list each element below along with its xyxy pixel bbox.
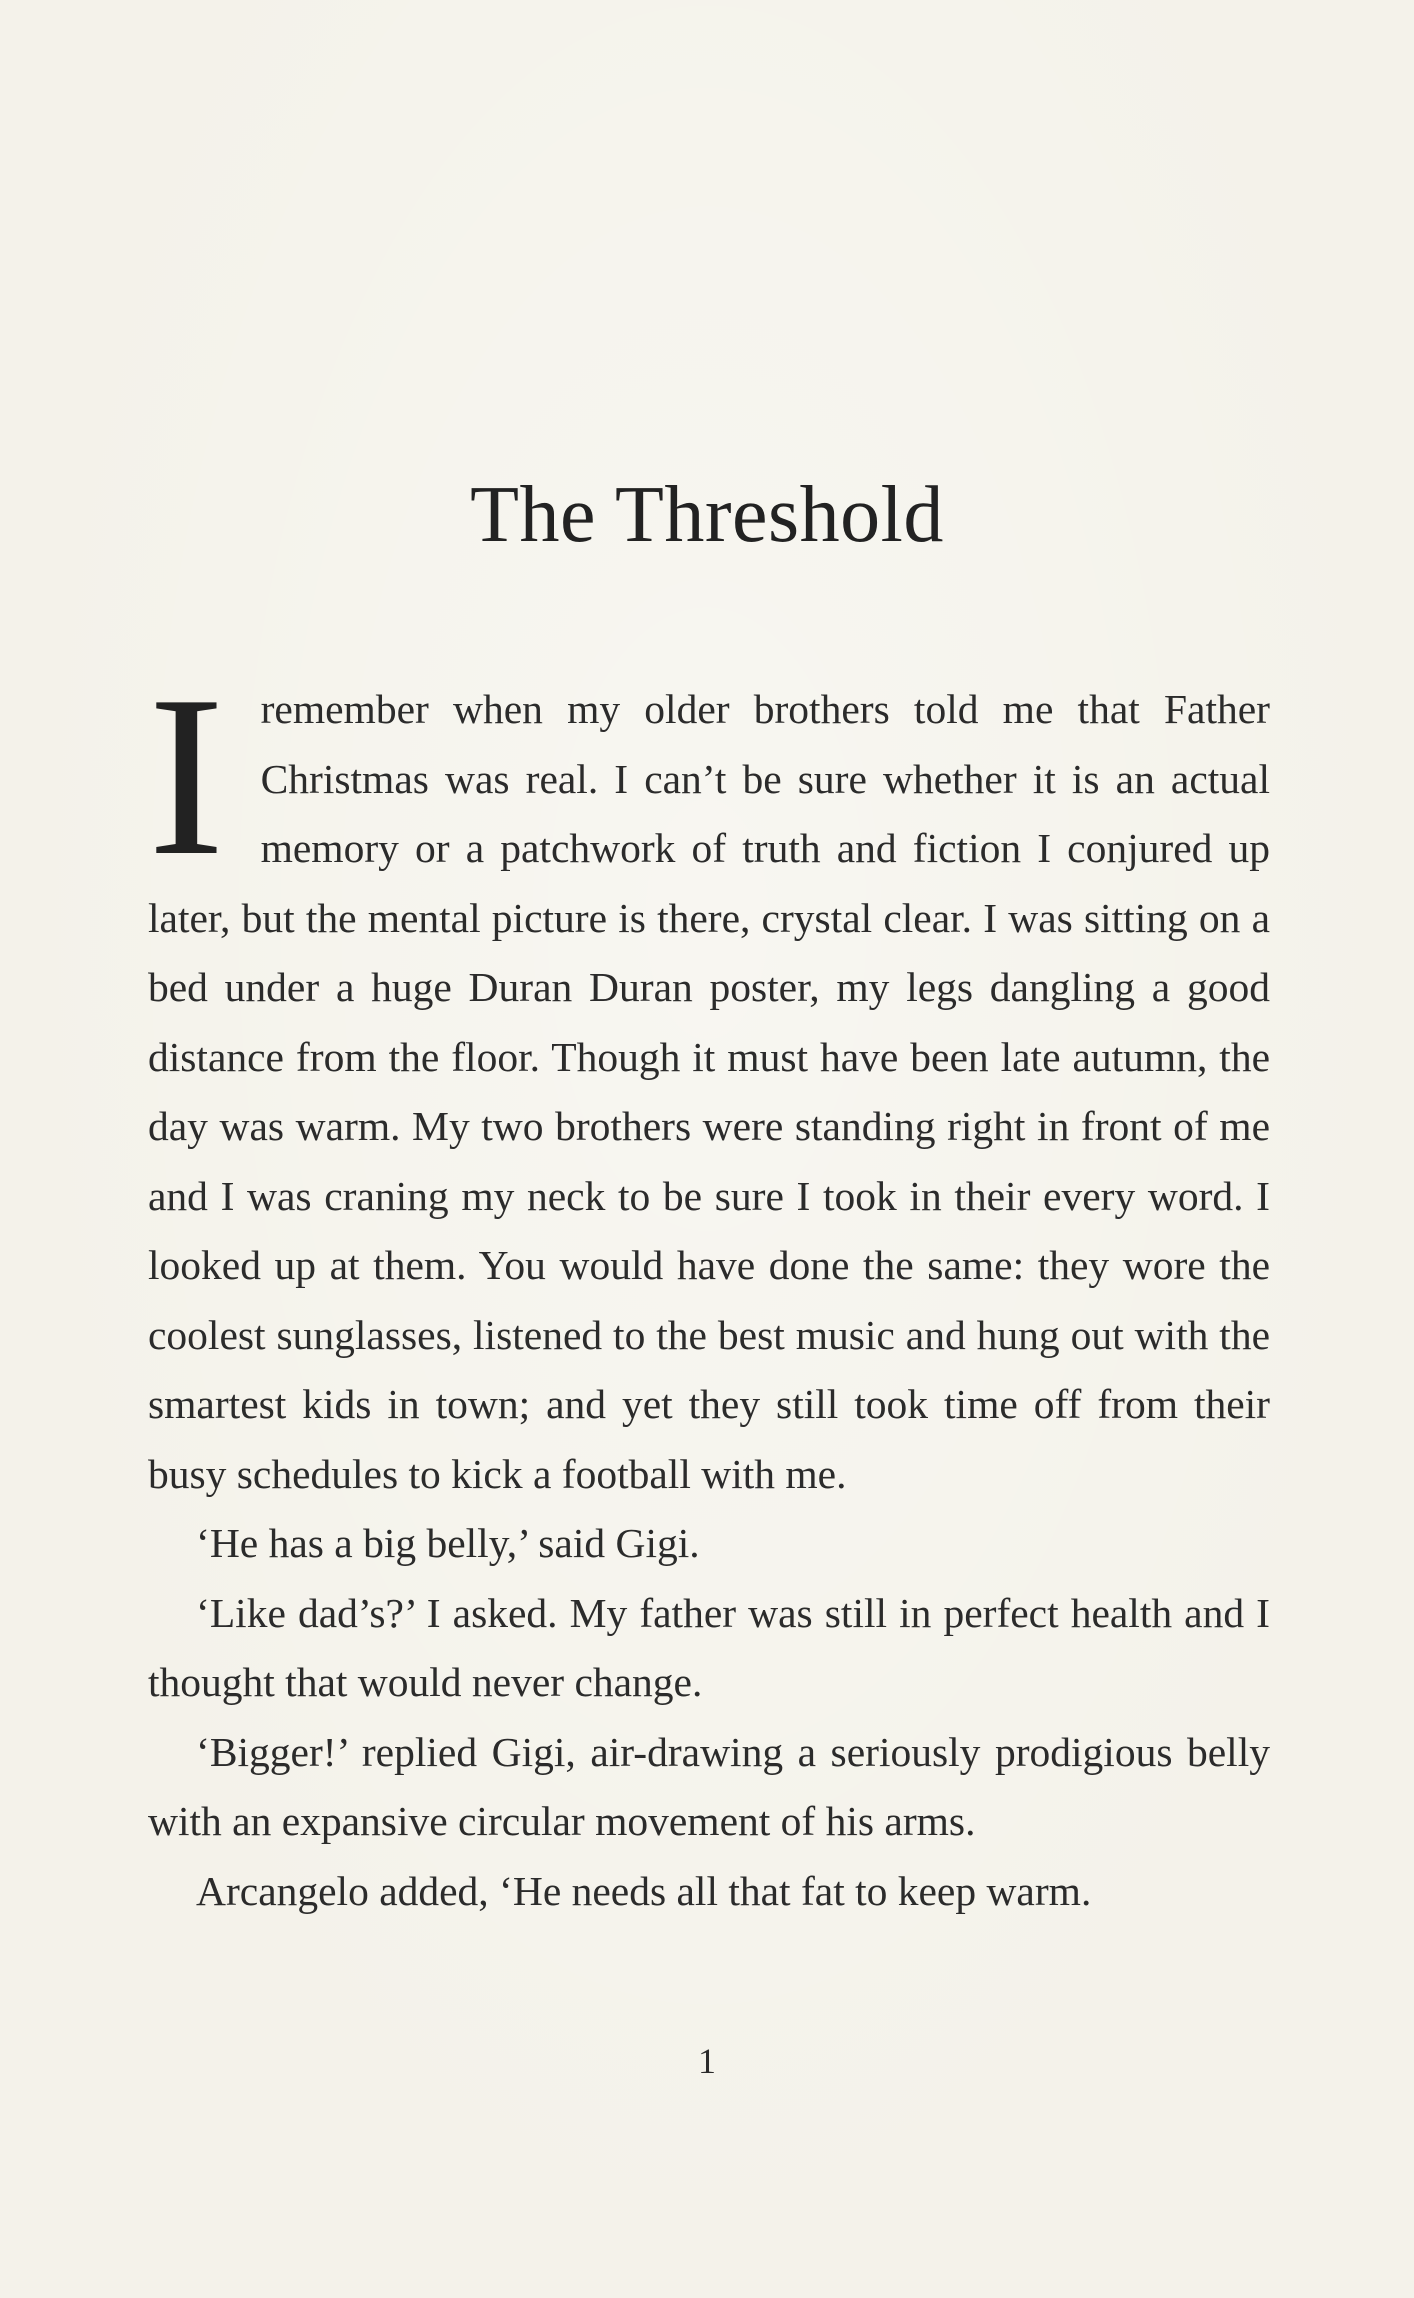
paragraph-1	[148, 648, 1270, 1509]
chapter-title: The Threshold	[470, 471, 944, 559]
page-number: 1	[698, 2041, 716, 2081]
paragraph-3: ‘Like dad’s?’ I asked. My father was still in perfect health and I thought that would never change.	[148, 1589, 1270, 1705]
paragraph-5: Arcangelo added, ‘He needs all that fat to keep warm.	[196, 1867, 1092, 1914]
paragraph-1-text: remember when my older brothers told me that Father Christmas was real. I can’t be sure whether it is an actual memory or a patchwork of truth and fiction I conjured up later, but the mental picture is there, crystal clear. I was sitting on a bed under a huge Duran Duran poster, my legs dangling a good distance from the floor. Though it must have been late autumn, the day was warm. My two brothers were standing right in front of me and I was craning my neck to be sure I took in their every word. I looked up at them. You would have done the same: they wore the coolest sunglasses, listened to the best music and hung out with the smartest kids in town; and yet they still took time off from their busy schedules to kick a football with me.	[148, 686, 1270, 1497]
drop-cap: I	[148, 648, 225, 903]
paragraph-2: ‘He has a big belly,’ said Gigi.	[196, 1520, 700, 1566]
paragraph-4: ‘Bigger!’ replied Gigi, air-drawing a seriously prodigious belly with an expansive circular movement of his arms.	[148, 1728, 1270, 1844]
body-text	[148, 648, 1270, 1926]
